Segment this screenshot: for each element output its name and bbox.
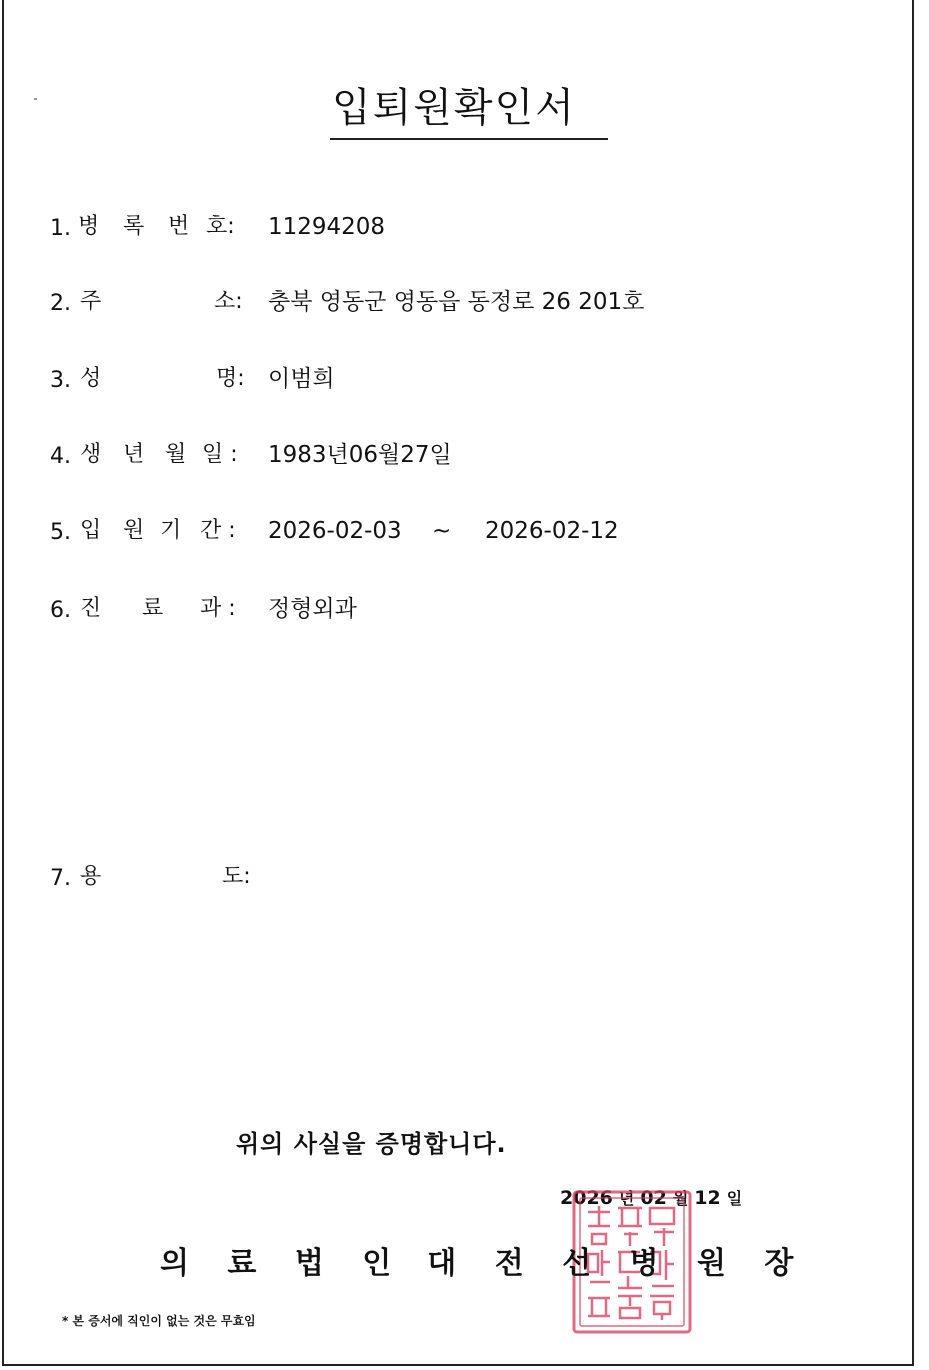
field-number: 4. <box>50 444 71 469</box>
admission-end-date: 2026-02-12 <box>485 518 619 544</box>
document-frame <box>2 0 914 1366</box>
issue-day: 12 <box>694 1187 721 1209</box>
department-value: 정형외과 <box>268 596 357 622</box>
label-char: 생 <box>80 442 102 467</box>
label-char: 료 <box>142 596 164 621</box>
field-number: 6. <box>50 598 71 623</box>
validity-note: * 본 증서에 직인이 없는 것은 무효임 <box>62 1314 256 1328</box>
document-title: 입퇴원확인서 <box>332 85 576 131</box>
certification-statement: 위의 사실을 증명합니다. <box>236 1130 507 1158</box>
label-char: 소: <box>214 289 243 314</box>
label-char: 년 <box>123 442 145 467</box>
label-char: 진 <box>80 596 102 621</box>
hospital-director: 대 전 선 병 원 장 <box>427 1246 808 1281</box>
label-char: 일 : <box>202 442 238 467</box>
title-underline <box>330 138 608 140</box>
field-number: 1. <box>50 216 71 241</box>
label-char: 간 : <box>200 518 236 543</box>
date-separator: ~ <box>432 518 452 544</box>
day-unit: 일 <box>726 1189 743 1208</box>
label-char: 호: <box>206 214 235 239</box>
field-number: 5. <box>50 520 71 545</box>
label-char: 주 <box>80 289 102 314</box>
label-char: 번 <box>168 214 190 239</box>
issue-month: 02 <box>640 1187 667 1209</box>
year-unit: 년 <box>618 1189 635 1208</box>
issue-year: 2026 <box>560 1187 613 1209</box>
hospital-name <box>160 1238 807 1282</box>
label-char: 기 <box>160 518 182 543</box>
corporation-type: 의 료 법 인 <box>160 1246 406 1281</box>
field-number: 7. <box>50 866 71 891</box>
label-char: 명: <box>216 366 245 391</box>
name-value: 이범희 <box>268 366 335 392</box>
month-unit: 월 <box>672 1189 689 1208</box>
label-char: 록 <box>123 214 145 239</box>
label-char: 과 : <box>200 596 236 621</box>
scan-speck <box>34 98 37 100</box>
record-number-value: 11294208 <box>268 214 386 240</box>
label-char: 월 <box>165 442 187 467</box>
label-char: 성 <box>80 366 102 391</box>
field-number: 3. <box>50 368 71 393</box>
birthdate-value: 1983년06월27일 <box>268 442 452 468</box>
label-char: 용 <box>80 864 102 889</box>
label-char: 병 <box>78 214 100 239</box>
label-char: 도: <box>222 864 251 889</box>
admission-start-date: 2026-02-03 <box>268 518 402 544</box>
label-char: 원 <box>123 518 145 543</box>
label-char: 입 <box>80 518 102 543</box>
field-number: 2. <box>50 291 71 316</box>
address-value: 충북 영동군 영동읍 동정로 26 201호 <box>268 289 645 315</box>
